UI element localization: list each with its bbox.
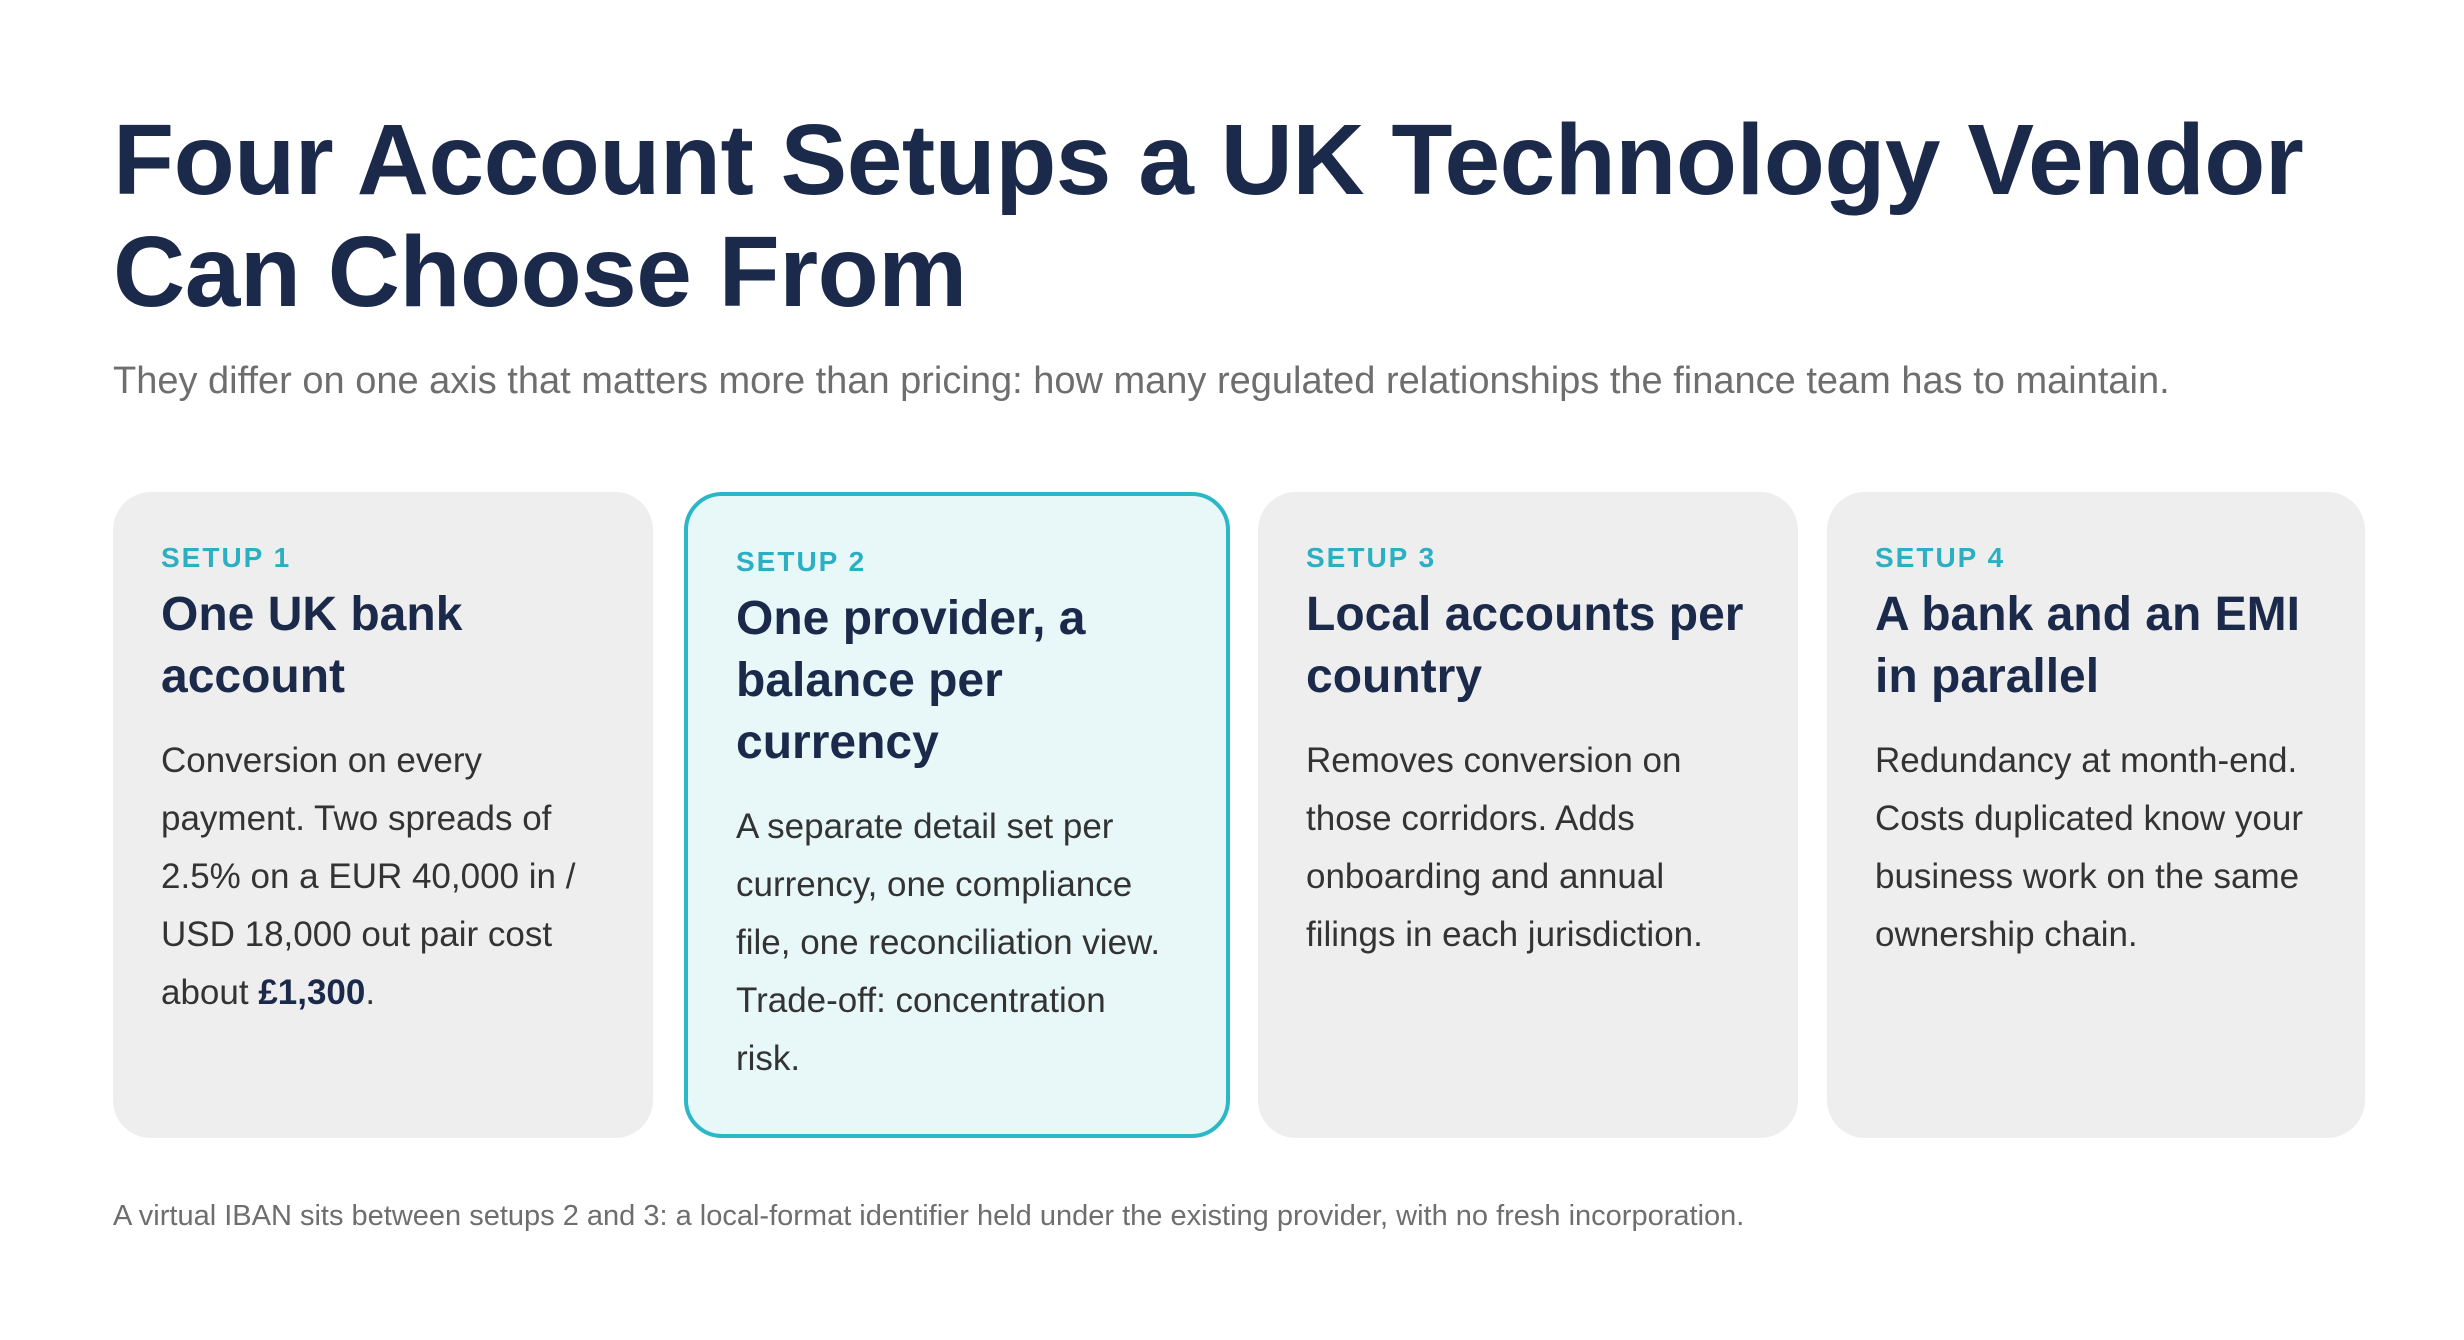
setup-card-4 [1827, 492, 2365, 1138]
setup-card-tag: SETUP 2 [736, 546, 867, 577]
setup-card-tag: SETUP 3 [1306, 542, 1437, 573]
setup-card-title: A bank and an EMI in parallel [1875, 588, 2300, 703]
setup-card-body: Removes conversion on those corridors. Adds onboarding and annual filings in each jurisdiction. [1306, 741, 1703, 954]
setup-card-body: Redundancy at month-end. Costs duplicated know your business work on the same ownership chain. [1875, 741, 2303, 954]
setup-card-cost-value: £1,300 [258, 973, 366, 1012]
page-subtitle: They differ on one axis that matters more than pricing: how many regulated relationships the finance team has to maintain. [113, 360, 2170, 402]
setup-card-body [161, 732, 605, 1022]
setup-card-tag: SETUP 1 [161, 542, 292, 573]
page-title: Four Account Setups a UK Technology Vendor Can Choose From [113, 104, 2304, 328]
setup-card-title: One provider, a balance per currency [736, 592, 1086, 769]
setup-card-tag: SETUP 4 [1875, 542, 2006, 573]
footnote: A virtual IBAN sits between setups 2 and 3: a local-format identifier held under the existing provider, with no fresh incorporation. [113, 1200, 1745, 1232]
setup-card-body: A separate detail set per currency, one compliance file, one reconciliation view. Trade-off: concentration risk. [736, 807, 1161, 1078]
setup-card-1 [113, 492, 653, 1138]
setup-card-2 [684, 492, 1230, 1138]
setup-card-body-text: Conversion on every payment. Two spreads of 2.5% on a EUR 40,000 in / USD 18,000 out pair cost about [161, 741, 576, 1012]
setup-cards [113, 492, 2363, 1138]
setup-card-title: Local accounts per country [1306, 588, 1744, 703]
setup-card-3 [1258, 492, 1798, 1138]
setup-card-body-tail: . [365, 973, 376, 1012]
setup-card-title: One UK bank account [161, 588, 463, 703]
